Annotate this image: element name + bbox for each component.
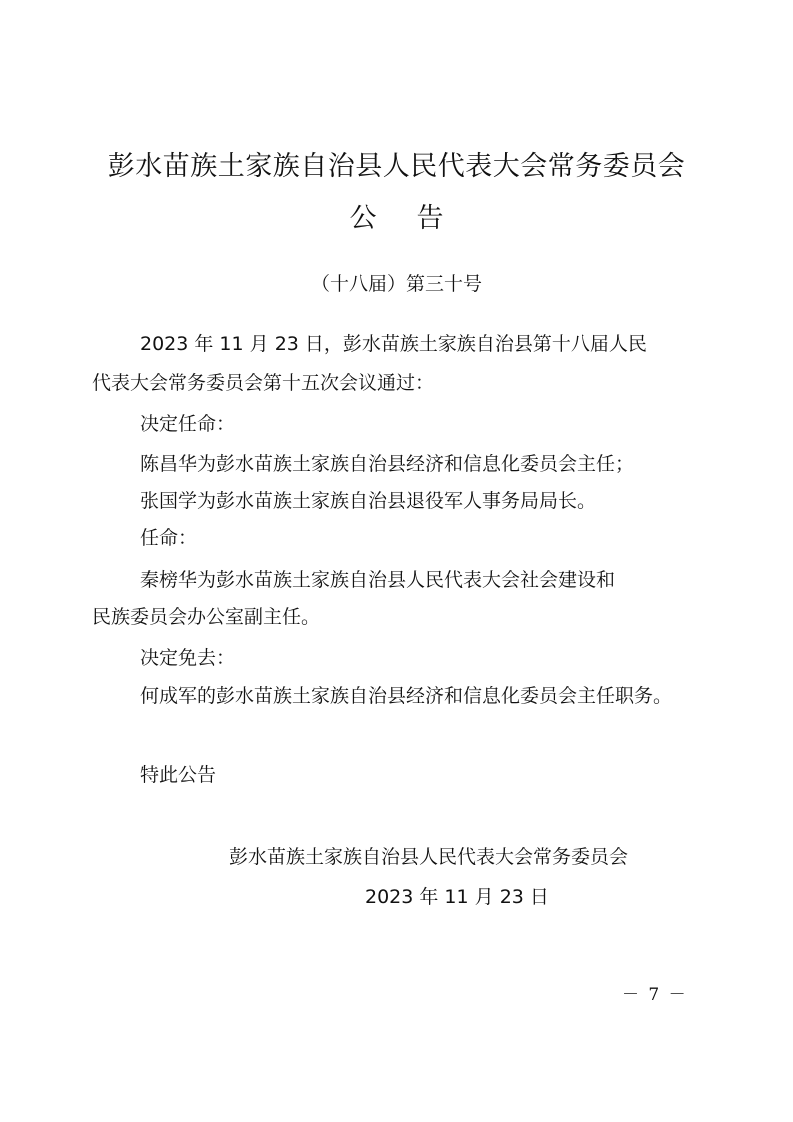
- document-title-issuer: 彭水苗族土家族自治县人民代表大会常务委员会: [107, 151, 686, 182]
- appointment-item-line-2: 民族委员会办公室副主任。: [92, 606, 321, 628]
- appointment-item: 陈昌华为彭水苗族土家族自治县经济和信息化委员会主任；: [140, 453, 635, 475]
- appointment-item-line-1: 秦榜华为彭水苗族土家族自治县人民代表大会社会建设和: [140, 569, 616, 591]
- removal-item: 何成军的彭水苗族土家族自治县经济和信息化委员会主任职务。: [140, 685, 673, 707]
- section-heading-appoint: 任命：: [140, 527, 198, 549]
- closing-statement: 特此公告: [140, 764, 217, 786]
- intro-line-2: 代表大会常务委员会第十五次会议通过：: [92, 372, 435, 394]
- appointment-item: 张国学为彭水苗族土家族自治县退役军人事务局局长。: [140, 490, 597, 512]
- signature-issuer: 彭水苗族土家族自治县人民代表大会常务委员会: [229, 846, 629, 868]
- signature-date: 2023 年 11 月 23 日: [365, 886, 549, 908]
- section-heading-removal-decision: 决定免去：: [140, 647, 236, 669]
- document-number: （十八届）第三十号: [310, 273, 482, 295]
- document-title-type: 公告: [349, 203, 484, 234]
- intro-line-1: 2023 年 11 月 23 日，彭水苗族土家族自治县第十八届人民: [140, 333, 647, 355]
- section-heading-appoint-decision: 决定任命：: [140, 413, 236, 435]
- page-number: － 7 －: [622, 985, 688, 1005]
